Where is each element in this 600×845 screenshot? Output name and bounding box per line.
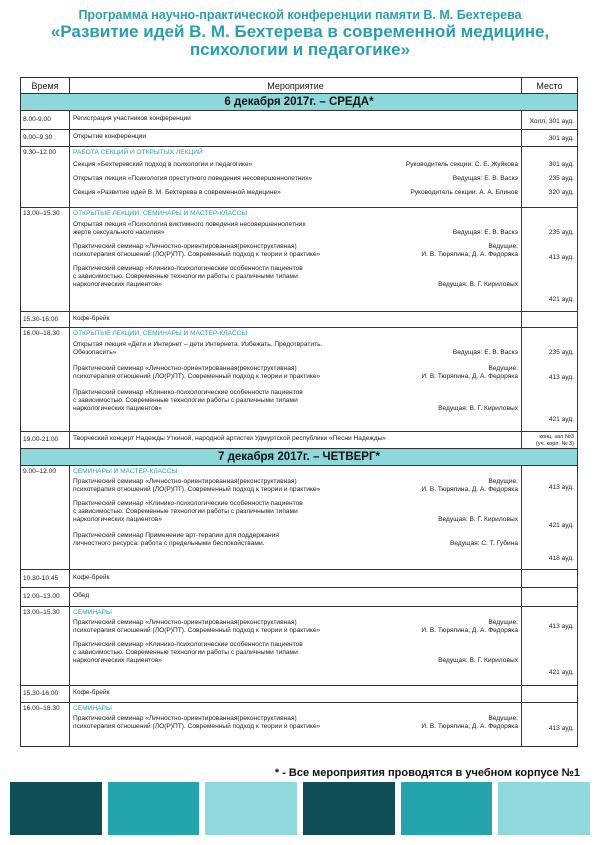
list-item: Практический семинар «Личностно-ориентированная(реконструктивная) психотерапия отношений (ЛО(Р)ПТ). Современный подход к теории и практике» Ведущие: И. В. Тюряпина, Д. А. Федоряка (73, 478, 518, 493)
color-block (498, 782, 590, 835)
row-time: 9.00–9.30 (23, 134, 53, 141)
row-time: 16.00–18.30 (23, 705, 60, 712)
row-place: 320 ауд. (548, 189, 574, 196)
row-place: 301 ауд. (548, 135, 574, 142)
row-place: 421 ауд. (548, 416, 574, 423)
row-time: 13.00–15.30 (23, 210, 60, 217)
page-header (0, 8, 600, 59)
list-item: Секция «Развитие идей В. М. Бехтерева в современной медицине» Руководитель секции: А. А. Блинов (73, 189, 518, 196)
row-place: 235 ауд. (548, 229, 574, 236)
table-row (21, 607, 577, 686)
color-block (401, 782, 493, 835)
decorative-color-blocks (10, 782, 590, 835)
table-row (21, 686, 577, 703)
table-row (21, 703, 577, 746)
row-place: 413 ауд. (548, 484, 574, 491)
section-title: ОТКРЫТЫЕ ЛЕКЦИИ, СЕМИНАРЫ И МАСТЕР-КЛАССЫ (73, 330, 248, 337)
row-place: 421 ауд. (548, 296, 574, 303)
row-event: Обед (69, 588, 522, 606)
row-place: Холл, 301 ауд. (529, 118, 574, 125)
section-title: ОТКРЫТЫЕ ЛЕКЦИИ, СЕМИНАРЫ И МАСТЕР-КЛАССЫ (73, 210, 248, 217)
row-time: 13.00–15.30 (23, 609, 60, 616)
conference-title-line1: «Развитие идей В. М. Бехтерева в современной медицине, (50, 22, 550, 41)
column-event: Мероприятие (69, 78, 522, 93)
list-item: Открытая лекция «Психология виктимного поведения несовершеннолетних жертв сексуального насилия» Ведущая: Е. В. Васкэ (73, 221, 518, 236)
row-place: 421 ауд. (548, 669, 574, 676)
list-item: Практический семинар «Личностно-ориентированная(реконструктивная) психотерапия отношений (ЛО(Р)ПТ). Современный подход к теории и практике» Ведущие: И. В. Тюряпина, Д. А. Федоряка (73, 243, 518, 258)
conference-title-line2: психологии и педагогике» (189, 40, 411, 59)
row-event: Кофе-брейк (69, 686, 522, 702)
table-header (21, 78, 577, 94)
row-event: Кофе-брейк (69, 312, 522, 327)
row-place: 421 ауд. (548, 522, 574, 529)
column-place: Место (536, 80, 563, 91)
row-place: 413 ауд. (548, 623, 574, 630)
table-row (21, 208, 577, 312)
section-title: СЕМИНАРЫ (73, 705, 112, 712)
row-time: 15.30-16.00 (23, 315, 59, 323)
color-block (205, 782, 297, 835)
table-row: 19.00-21.00 Творческий концерт Надежды Уткиной, народной артистки Удмуртской республики «Песни Надежды» конц. зал №3 (уч. корп. № 3) (21, 432, 577, 449)
footnote: * - Все мероприятия проводятся в учебном корпусе №1 (274, 767, 580, 779)
color-block (10, 782, 102, 835)
table-row (21, 328, 577, 432)
day-band-1: 6 декабря 2017г. – СРЕДА* (21, 94, 577, 111)
row-place: 418 ауд. (548, 555, 574, 562)
list-item: Практический семинар «Клинико-психологические особенности пациентов с зависимостью. Современные технологии работы с различными типами наркологических пациентов» Ведущая: В. Г. Кириловых (73, 500, 518, 523)
row-time: 8.00-9.00 (23, 116, 51, 123)
row-event: Открытие конференции (69, 130, 522, 146)
list-item: Практический семинар Применение арт-терапии для поддержания личностного ресурса: работа с предельными беспокойствами. Ведущая: С. Т. Губина (73, 532, 518, 547)
row-place: 235 ауд. (548, 349, 574, 356)
table-row (21, 570, 577, 588)
row-place: 413 ауд. (548, 254, 574, 261)
list-item: Практический семинар «Личностно-ориентированная(реконструктивная) психотерапия отношений (ЛО(Р)ПТ). Современный подход к теории и практике» Ведущие: И. В. Тюряпина, Д. А. Федоряка (73, 365, 518, 380)
list-item: Практический семинар «Клинико-психологические особенности пациентов с зависимостью. Современные технологии работы с различными типами наркологических пациентов» Ведущая: В. Г. Кириловых (73, 641, 518, 664)
row-time: 15.30-16.00 (23, 690, 59, 697)
row-time: 12.00–13.00 (23, 593, 60, 600)
row-place: 301 ауд. (548, 161, 574, 168)
row-place: 235 ауд. (548, 175, 574, 182)
schedule-table (20, 77, 578, 747)
conference-subtitle: Программа научно-практической конференции памяти В. М. Бехтерева (78, 8, 522, 22)
table-row (21, 111, 577, 130)
list-item: Практический семинар «Личностно-ориентированная(реконструктивная) психотерапия отношений (ЛО(Р)ПТ). Современный подход к теории и практике» Ведущие: И. В. Тюряпина, Д. А. Федоряка (73, 619, 518, 634)
list-item: Секция «Бехтеревский подход в психологии и педагогике» Руководитель секции: С. Е. Жуйкова (73, 161, 518, 168)
color-block (108, 782, 200, 835)
section-title: СЕМИНАРЫ (73, 609, 112, 616)
table-row (21, 466, 577, 570)
list-item: Практический семинар «Клинико-психологические особенности пациентов с зависимостью. Современные технологии работы с различными типами наркологических пациентов» Ведущая: В. Г. Кириловых (73, 389, 518, 412)
list-item: Практический семинар «Клинико-психологические особенности пациентов с зависимостью. Современные технологии работы с различными типами наркологических пациентов» Ведущая: В. Г. Кириловых (73, 265, 518, 288)
section-title: СЕМИНАРЫ И МАСТЕР-КЛАССЫ (73, 468, 178, 475)
row-time: 10.30-10.45 (23, 574, 59, 582)
row-place: 413 ауд. (548, 374, 574, 381)
day-band-2: 7 декабря 2017г. – ЧЕТВЕРГ* (21, 449, 577, 466)
table-row (21, 130, 577, 147)
list-item: Практический семинар «Личностно-ориентированная(реконструктивная) психотерапия отношений (ЛО(Р)ПТ). Современный подход к теории и практике» Ведущие: И. В. Тюряпина, Д. А. Федоряка (73, 715, 518, 730)
row-time: 19.00-21.00 (23, 436, 59, 443)
row-time: 9.30–12.00 (23, 149, 57, 156)
list-item: Открытая лекция «Дети и Интернет – дети Интернета. Избежать. Предотвратить. Обезопасить» Ведущая: Е. В. Васкэ (73, 341, 518, 356)
column-time: Время (31, 80, 59, 91)
row-event: Кофе-брейк (69, 570, 522, 587)
row-time: 16.00–18.30 (23, 330, 60, 337)
table-row (21, 312, 577, 328)
row-time: 9.00–12.00 (23, 468, 57, 475)
table-row (21, 588, 577, 607)
table-row (21, 147, 577, 208)
row-place: 413 ауд. (548, 725, 574, 732)
list-item: Открытая лекция «Психология преступного поведения несовершеннолетних» Ведущая: Е. В. Васкэ (73, 175, 518, 182)
color-block (303, 782, 395, 835)
section-title: РАБОТА СЕКЦИЙ И ОТКРЫТЫХ ЛЕКЦИЙ (73, 149, 203, 156)
row-event: Регистрация участников конференции (69, 111, 522, 129)
row-event: Творческий концерт Надежды Уткиной, народной артистки Удмуртской республики «Песни Надежды» (69, 432, 522, 448)
